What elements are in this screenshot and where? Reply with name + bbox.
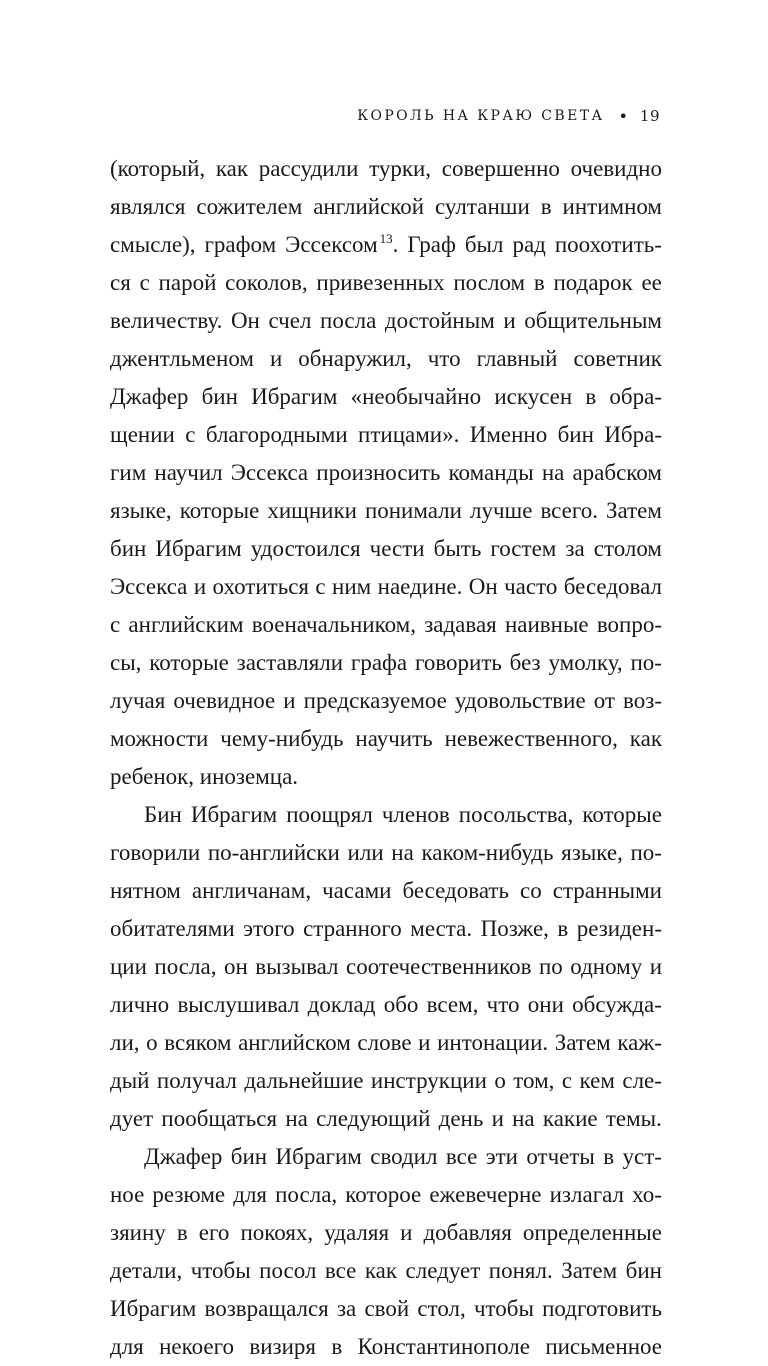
- word: Затем: [561, 1258, 618, 1283]
- text-line: [110, 1100, 662, 1138]
- word: удаляя: [324, 1220, 390, 1245]
- word: визиря: [249, 1334, 316, 1359]
- word: английской: [313, 194, 425, 219]
- word: детали,: [110, 1258, 183, 1283]
- word: он: [223, 954, 248, 979]
- word: обра-: [609, 384, 662, 409]
- word: чтобы: [190, 1258, 251, 1283]
- word: бин: [201, 384, 238, 409]
- word: посла,: [154, 954, 217, 979]
- word: и: [283, 688, 296, 713]
- word: бин: [110, 536, 147, 561]
- word: возвращался: [204, 1296, 329, 1321]
- word: следующий: [316, 1106, 431, 1131]
- text-line: [110, 378, 662, 416]
- word: нятном: [110, 878, 181, 903]
- word: для: [233, 1182, 268, 1207]
- text-line: [110, 492, 662, 530]
- word: ним: [332, 574, 372, 599]
- text-line: [110, 226, 662, 264]
- word: говорили: [110, 840, 201, 865]
- word: часто: [504, 574, 558, 599]
- word: ли,: [110, 1030, 140, 1055]
- word: военачальником,: [251, 612, 416, 637]
- word: бин: [625, 1258, 662, 1283]
- word: день: [438, 1106, 484, 1131]
- word: «необычайно: [350, 384, 482, 409]
- word: лично: [110, 992, 170, 1017]
- word: благородными: [205, 422, 348, 447]
- word: совершенно: [441, 156, 560, 181]
- word: команды: [448, 460, 534, 485]
- word: искусен: [494, 384, 573, 409]
- word: беседовать: [402, 878, 509, 903]
- word: получал: [156, 1068, 237, 1093]
- word: смысле),: [110, 232, 196, 257]
- word: о: [494, 1068, 506, 1093]
- word: наивные: [504, 612, 589, 637]
- word: посла,: [275, 1182, 338, 1207]
- word: английским: [128, 612, 244, 637]
- word: англичанам,: [191, 878, 312, 903]
- word: величеству.: [110, 308, 223, 333]
- text-line: [110, 188, 662, 226]
- word: некоего: [159, 1334, 234, 1359]
- word: Джафер: [110, 384, 189, 409]
- text-line: [110, 1062, 662, 1100]
- word: являлся: [110, 194, 186, 219]
- word: с: [110, 612, 121, 637]
- word: с: [185, 422, 196, 447]
- word: Бин: [144, 802, 182, 827]
- word: общительным: [524, 308, 662, 333]
- word: каж-: [617, 1030, 662, 1055]
- word: был: [464, 232, 504, 257]
- word: послом: [453, 270, 526, 295]
- word: они: [527, 992, 564, 1017]
- running-head-separator: •: [618, 106, 628, 126]
- word: Затем: [605, 498, 662, 523]
- word: рад: [512, 232, 546, 257]
- word: языке,: [110, 498, 172, 523]
- word: заставляли: [236, 650, 344, 675]
- text-line: [110, 1176, 662, 1214]
- text-line: [110, 1290, 662, 1328]
- word: и: [400, 1220, 413, 1245]
- word: как: [215, 156, 249, 181]
- word: свой: [364, 1296, 410, 1321]
- word: поощрял: [286, 802, 373, 827]
- word: рассудили: [258, 156, 359, 181]
- word: пообщаться: [161, 1106, 278, 1131]
- word: Позже,: [480, 916, 549, 941]
- word: каком-нибудь: [421, 840, 554, 865]
- word: научил: [154, 460, 223, 485]
- word: языке,: [561, 840, 623, 865]
- text-line: [110, 986, 662, 1024]
- word: в: [540, 194, 552, 219]
- word: покоях,: [240, 1220, 314, 1245]
- word: чести: [369, 536, 425, 561]
- text-line: [110, 1328, 662, 1366]
- word: беседовал: [563, 574, 662, 599]
- body-text: [110, 150, 662, 1366]
- word: добавляя: [423, 1220, 512, 1245]
- word: том,: [513, 1068, 555, 1093]
- text-line: [110, 568, 662, 606]
- word: воз-: [623, 688, 662, 713]
- word: что: [427, 346, 461, 371]
- word: (который,: [110, 156, 206, 181]
- word: произносить: [316, 460, 441, 485]
- word: чему-нибудь: [220, 726, 344, 751]
- page-number: 19: [639, 107, 660, 125]
- word: арабском: [572, 460, 662, 485]
- word: султанши: [435, 194, 530, 219]
- text-line: [110, 454, 662, 492]
- word: умолку,: [548, 650, 623, 675]
- word: с: [561, 1068, 573, 1093]
- word: следует: [405, 1258, 481, 1283]
- word: сле-: [622, 1068, 662, 1093]
- text-line: [110, 834, 662, 872]
- word: сводил: [370, 1144, 438, 1169]
- word: говорить: [414, 650, 502, 675]
- text-line: [110, 606, 662, 644]
- word: дый: [110, 1068, 150, 1093]
- word: излагал: [549, 1182, 625, 1207]
- word: интимном: [562, 194, 662, 219]
- word: дальнейшие: [244, 1068, 364, 1093]
- word: всяком: [164, 1030, 232, 1055]
- word: ное: [110, 1182, 145, 1207]
- text-line: [110, 682, 662, 720]
- text-line: [110, 948, 662, 986]
- word: отчеты: [526, 1144, 595, 1169]
- word: посол: [259, 1258, 317, 1283]
- word: бин: [557, 422, 594, 447]
- word: столом: [593, 536, 662, 561]
- word: понял.: [488, 1258, 553, 1283]
- word: обитателями: [110, 916, 235, 941]
- word: и: [418, 1030, 431, 1055]
- word: и: [503, 308, 516, 333]
- word: о: [146, 1030, 158, 1055]
- word: щении: [110, 422, 175, 447]
- text-line: [110, 720, 662, 758]
- word: сожителем: [196, 194, 303, 219]
- word: стол,: [417, 1296, 466, 1321]
- text-line: [110, 1252, 662, 1290]
- word: одному: [570, 954, 643, 979]
- word: очевидно: [570, 156, 662, 181]
- word: по-английски: [207, 840, 340, 865]
- text-line: [110, 340, 662, 378]
- word: Ибрагим: [190, 802, 278, 827]
- text-line: [110, 264, 662, 302]
- running-head-title: КОРОЛЬ НА КРАЮ СВЕТА: [357, 108, 605, 124]
- word: или: [347, 840, 384, 865]
- footnote-marker[interactable]: 13: [379, 231, 393, 247]
- word: Граф: [407, 232, 456, 257]
- word: обо: [383, 992, 419, 1017]
- word: Эссекса: [110, 574, 188, 599]
- word: по-: [630, 840, 662, 865]
- word: без: [509, 650, 541, 675]
- word: ции: [110, 954, 147, 979]
- word: невежественного,: [444, 726, 618, 751]
- word: от: [593, 688, 615, 713]
- word: парой: [158, 270, 217, 295]
- word: на: [541, 460, 565, 485]
- word: Именно: [469, 422, 548, 447]
- text-line: [110, 910, 662, 948]
- word: этого: [243, 916, 295, 941]
- word: со: [520, 878, 542, 903]
- word: Ибрагим: [110, 1296, 197, 1321]
- word: с: [139, 270, 150, 295]
- word: бин: [230, 1144, 268, 1169]
- word: Ибрагим: [251, 384, 338, 409]
- word: достойным: [384, 308, 495, 333]
- word: доклад: [307, 992, 376, 1017]
- word: обнаружил,: [298, 346, 412, 371]
- word: которые: [179, 498, 260, 523]
- text-line: [110, 1138, 662, 1176]
- word: обсужда-: [572, 992, 662, 1017]
- word: графа: [350, 650, 408, 675]
- word: темы.: [605, 1106, 662, 1131]
- word: посольства,: [458, 802, 574, 827]
- word: места.: [410, 916, 473, 941]
- word: инструкции: [370, 1068, 487, 1093]
- word: все: [324, 1258, 357, 1283]
- word: чтобы: [473, 1296, 534, 1321]
- word: в: [557, 916, 569, 941]
- word: посла: [320, 308, 377, 333]
- word: соотечественников: [346, 954, 532, 979]
- word: что: [486, 992, 520, 1017]
- word: турки,: [369, 156, 432, 181]
- word: его: [198, 1220, 230, 1245]
- word: хищники: [267, 498, 357, 523]
- word: задавая: [424, 612, 497, 637]
- word: как: [364, 1258, 398, 1283]
- word: по: [538, 954, 563, 979]
- word: по-: [630, 650, 662, 675]
- word: всем,: [426, 992, 479, 1017]
- word: и: [649, 954, 662, 979]
- word: кем: [579, 1068, 615, 1093]
- word: счел: [268, 308, 312, 333]
- word: Эссексом $^{13}$.: [285, 231, 399, 257]
- word: слове: [357, 1030, 412, 1055]
- word: Он: [230, 308, 260, 333]
- word: ся: [110, 270, 131, 295]
- word: поохотить-: [554, 232, 662, 257]
- word: на: [285, 1106, 308, 1131]
- word: часами: [322, 878, 392, 903]
- word: советник: [573, 346, 662, 371]
- word: для: [110, 1334, 144, 1359]
- word: ежевечерне: [429, 1182, 542, 1207]
- word: Эссекса: [230, 460, 309, 485]
- word: наедине.: [377, 574, 463, 599]
- word: странного: [303, 916, 402, 941]
- word: научить: [355, 726, 433, 751]
- word: резиден-: [576, 916, 662, 941]
- word: Ибрагим: [275, 1144, 362, 1169]
- word: с: [315, 574, 326, 599]
- word: всего.: [540, 498, 598, 523]
- text-line: [110, 1024, 662, 1062]
- text-line: [110, 416, 662, 454]
- word: членов: [381, 802, 450, 827]
- text-line: [110, 530, 662, 568]
- word: сы,: [110, 650, 142, 675]
- word: резюме: [152, 1182, 226, 1207]
- word: эти: [485, 1144, 518, 1169]
- word: Константинополе: [357, 1334, 530, 1359]
- word: английском: [238, 1030, 351, 1055]
- word: ее: [641, 270, 662, 295]
- word: хо-: [632, 1182, 662, 1207]
- word: графом: [204, 232, 277, 257]
- word: за: [565, 536, 585, 561]
- word: Ибрагим: [155, 536, 242, 561]
- word: лучая: [110, 688, 166, 713]
- word: дует: [110, 1106, 154, 1131]
- text-line: [110, 796, 662, 834]
- word: удовольствие: [454, 688, 586, 713]
- running-head: [350, 104, 660, 128]
- text-line: [110, 150, 662, 188]
- word: на: [391, 840, 414, 865]
- word: очевидное: [173, 688, 276, 713]
- word: Ибра-: [604, 422, 662, 447]
- word: выслушивал: [177, 992, 300, 1017]
- word: лучше: [469, 498, 533, 523]
- word: какие: [542, 1106, 598, 1131]
- word: и: [269, 346, 283, 371]
- text-line: [110, 302, 662, 340]
- word: зяину: [110, 1220, 166, 1245]
- word: понимали: [364, 498, 462, 523]
- word: как: [629, 726, 662, 751]
- word: гостем: [490, 536, 557, 561]
- word: которые: [582, 802, 662, 827]
- word: подготовить: [542, 1296, 662, 1321]
- word: в: [331, 1334, 343, 1359]
- word: странными: [552, 878, 662, 903]
- word: охотиться: [212, 574, 309, 599]
- word: письменное: [545, 1334, 662, 1359]
- word: за: [336, 1296, 357, 1321]
- word: в: [533, 270, 545, 295]
- word: вызывал: [255, 954, 339, 979]
- text-line: [110, 872, 662, 910]
- word: соколов,: [225, 270, 308, 295]
- word: интонации.: [437, 1030, 549, 1055]
- word: на: [512, 1106, 535, 1131]
- word: гим: [110, 460, 147, 485]
- text-line: [110, 1214, 662, 1252]
- word: все: [445, 1144, 478, 1169]
- word: привезенных: [316, 270, 445, 295]
- word: можности: [110, 726, 209, 751]
- word: Затем: [554, 1030, 611, 1055]
- word: определенные: [522, 1220, 662, 1245]
- word: и: [491, 1106, 504, 1131]
- word: Он: [468, 574, 498, 599]
- word: в: [176, 1220, 188, 1245]
- paragraph-end: ребенок, иноземца.: [110, 764, 299, 789]
- word: вопро-: [596, 612, 662, 637]
- word: подарок: [553, 270, 633, 295]
- word: которое: [345, 1182, 422, 1207]
- word: птицами».: [358, 422, 460, 447]
- word: предсказуемое: [303, 688, 447, 713]
- word: джентльменом: [110, 346, 254, 371]
- text-line: [110, 758, 662, 796]
- word: которые: [149, 650, 229, 675]
- word: в: [585, 384, 597, 409]
- word: быть: [433, 536, 482, 561]
- word: уст-: [622, 1144, 662, 1169]
- word: главный: [476, 346, 558, 371]
- word: Джафер: [144, 1144, 223, 1169]
- word: и: [193, 574, 207, 599]
- word: в: [603, 1144, 615, 1169]
- text-line: [110, 644, 662, 682]
- word: удостоился: [250, 536, 361, 561]
